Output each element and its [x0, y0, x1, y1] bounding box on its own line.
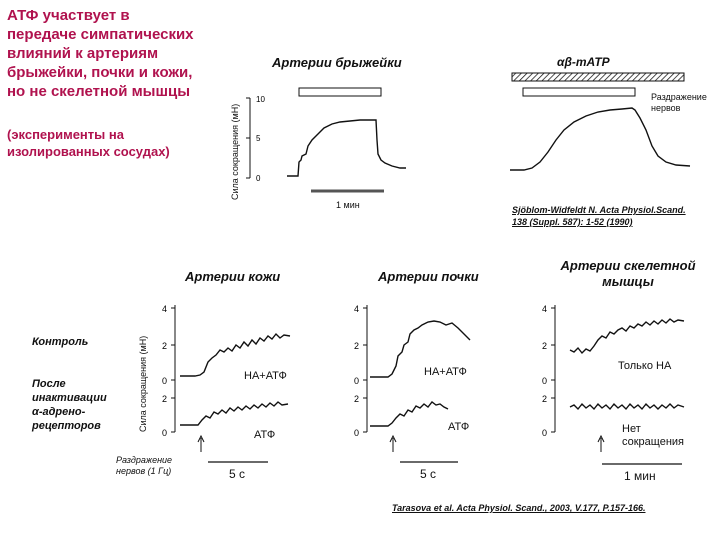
- svg-text:0: 0: [542, 376, 548, 386]
- stim-bar-abmatp: [523, 88, 635, 96]
- svg-text:2: 2: [354, 341, 360, 351]
- time-label-skeletal: 1 мин: [624, 469, 656, 483]
- slide-subtitle: (эксперименты на изолированных сосудах): [7, 127, 170, 159]
- stim-bar-mesentery: [299, 88, 381, 96]
- slide-title: АТФ участвует в передаче симпатических влияний к артериям брыжейки, почки и кожи, но не скелетной мышцы: [7, 7, 194, 100]
- kidney-upper-label: НА+АТФ: [424, 366, 467, 378]
- skeletal-lower-label: Нет сокращения: [622, 423, 685, 448]
- skin-title: Артерии кожи: [185, 269, 281, 284]
- skin-lower-label: АТФ: [254, 429, 276, 441]
- stim-label-bottom: Раздражение нервов (1 Гц): [116, 455, 173, 476]
- svg-text:2: 2: [354, 394, 360, 404]
- svg-text:2: 2: [542, 394, 548, 404]
- trace-mesentery: [287, 120, 406, 176]
- time-label-kidney: 5 с: [420, 467, 437, 481]
- reference-top: Sjöblom-Widfeldt N. Acta Physiol.Scand. 138 (Suppl. 587): 1-52 (1990): [512, 205, 686, 227]
- stim-arrow-kidney: [390, 436, 396, 452]
- svg-text:2: 2: [162, 394, 168, 404]
- stim-arrow-skeletal: [598, 436, 604, 452]
- top-time-label: 1 мин: [336, 200, 360, 210]
- kidney-lower-label: АТФ: [448, 421, 470, 433]
- trace-skeletal-control: [570, 319, 684, 353]
- trace-skin-atp: [180, 402, 288, 425]
- stim-arrow-skin: [198, 436, 204, 452]
- trace-kidney-atp: [370, 402, 448, 426]
- top-tick-5: 5: [256, 134, 261, 143]
- kidney-title: Артерии почки: [378, 269, 479, 284]
- time-label-skin: 5 с: [229, 467, 246, 481]
- svg-text:0: 0: [162, 428, 168, 438]
- reference-bottom: Tarasova et al. Acta Physiol. Scand., 2003, V.177, P.157-166.: [392, 503, 646, 513]
- svg-text:4: 4: [542, 304, 548, 314]
- skeletal-upper-label: Только НА: [618, 360, 672, 372]
- row-label-after-inactivation: После инактивации α-адрено- рецепторов: [32, 378, 107, 432]
- abmatp-panel-title: αβ-mATP: [557, 55, 610, 69]
- mesentery-panel-title: Артерии брыжейки: [272, 55, 402, 70]
- trace-skeletal-none: [570, 404, 684, 409]
- stim-label-top: Раздражение нервов: [651, 92, 707, 113]
- trace-abmatp: [510, 108, 690, 170]
- svg-text:0: 0: [542, 428, 548, 438]
- svg-text:2: 2: [162, 341, 168, 351]
- top-tick-10: 10: [256, 95, 265, 104]
- top-tick-0: 0: [256, 174, 261, 183]
- svg-text:4: 4: [162, 304, 168, 314]
- svg-text:0: 0: [354, 376, 360, 386]
- svg-text:4: 4: [354, 304, 360, 314]
- row-label-control: Контроль: [32, 336, 89, 348]
- skeletal-title: Артерии скелетной мышцы: [560, 258, 696, 289]
- bottom-y-axis-label: Сила сокращения (мН): [138, 335, 148, 432]
- skin-upper-label: НА+АТФ: [244, 370, 287, 382]
- top-y-axis-label: Сила сокращения (мН): [230, 103, 240, 200]
- svg-text:2: 2: [542, 341, 548, 351]
- abmatp-bar: [512, 73, 684, 81]
- svg-text:0: 0: [162, 376, 168, 386]
- svg-text:0: 0: [354, 428, 360, 438]
